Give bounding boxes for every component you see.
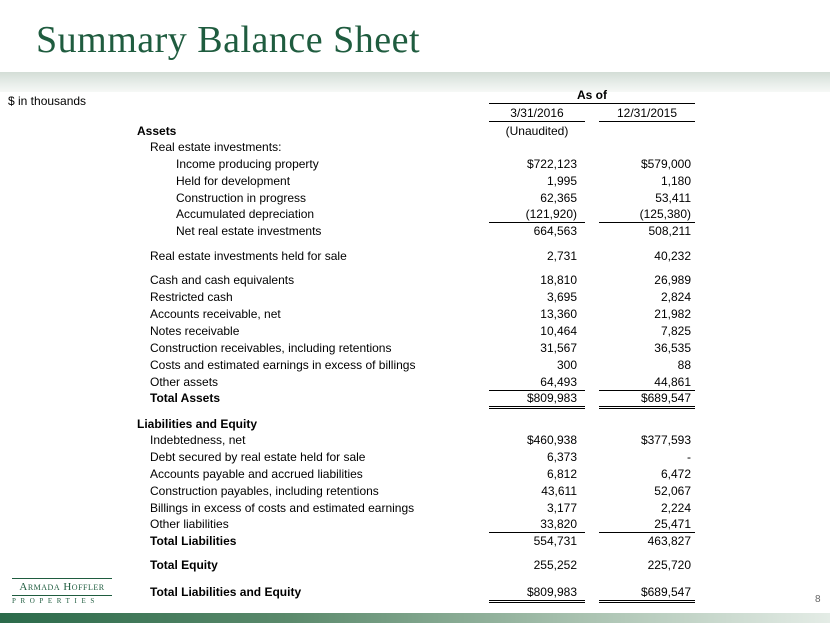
units-note: $ in thousands <box>8 94 87 108</box>
value-2016: 3,695 <box>546 290 577 304</box>
table-row <box>0 466 830 482</box>
value-2016: 3,177 <box>546 501 577 515</box>
column-header-2015: 12/31/2015 <box>599 106 695 122</box>
table-row <box>0 272 830 288</box>
section-label-assets: Assets <box>137 124 177 138</box>
value-2015: 44,861 <box>599 374 695 391</box>
value-2016: 62,365 <box>540 191 577 205</box>
row-label: Construction in progress <box>176 191 307 205</box>
row-label: Notes receivable <box>150 324 240 338</box>
row-label: Debt secured by real estate held for sale <box>150 450 366 464</box>
value-2015: 7,825 <box>660 324 691 338</box>
row-label: Income producing property <box>176 157 319 171</box>
table-row <box>0 190 830 206</box>
row-label: Billings in excess of costs and estimated earnings <box>150 501 415 515</box>
table-row <box>0 248 830 264</box>
value-2015: (125,380) <box>599 206 695 223</box>
table-row <box>0 340 830 356</box>
footer-band <box>0 613 830 623</box>
table-row <box>0 123 830 139</box>
value-2015: 1,180 <box>660 174 691 188</box>
row-label: Other liabilities <box>150 517 229 531</box>
row-label: Held for development <box>176 174 291 188</box>
value-2016: 13,360 <box>540 307 577 321</box>
table-row <box>0 416 830 432</box>
table-row <box>0 390 830 406</box>
value-2016: 664,563 <box>533 224 577 238</box>
value-2015: 88 <box>677 358 691 372</box>
value-2016: 300 <box>556 358 577 372</box>
row-label: Costs and estimated earnings in excess of billings <box>150 358 416 372</box>
value-2015: $377,593 <box>640 433 691 447</box>
table-row <box>0 533 830 549</box>
value-2016: 255,252 <box>533 558 577 572</box>
table-row <box>0 223 830 239</box>
value-2015: - <box>687 450 691 464</box>
table-row <box>0 432 830 448</box>
row-label: Construction receivables, including retentions <box>150 341 392 355</box>
value-2016: $460,938 <box>526 433 577 447</box>
logo-name: Armada Hoffler <box>12 578 112 596</box>
title-band <box>0 72 830 92</box>
company-logo <box>12 578 112 606</box>
logo-sub: PROPERTIES <box>12 597 99 605</box>
row-label: Real estate investments held for sale <box>150 249 347 263</box>
table-row <box>0 557 830 573</box>
row-label: Indebtedness, net <box>150 433 246 447</box>
value-2015: $579,000 <box>640 157 691 171</box>
row-label: Cash and cash equivalents <box>150 273 295 287</box>
table-row <box>0 483 830 499</box>
value-2015: 2,824 <box>660 290 691 304</box>
total-label: Total Liabilities and Equity <box>150 585 302 599</box>
table-row <box>0 139 830 155</box>
value-2016: $809,983 <box>489 390 585 409</box>
table-row <box>0 374 830 390</box>
as-of-header: As of <box>489 88 695 104</box>
row-label: Restricted cash <box>150 290 233 304</box>
value-2015: 508,211 <box>648 224 691 238</box>
total-label: Total Equity <box>150 558 218 572</box>
value-2015: 225,720 <box>647 558 691 572</box>
table-row <box>0 500 830 516</box>
value-2015: 21,982 <box>654 307 691 321</box>
value-2015: 40,232 <box>654 249 691 263</box>
table-row <box>0 357 830 373</box>
row-label: Other assets <box>150 375 219 389</box>
table-row <box>0 206 830 222</box>
value-2016: $809,983 <box>489 584 585 603</box>
value-2016: 6,812 <box>546 467 577 481</box>
row-label: Net real estate investments <box>176 224 322 238</box>
page-number: 8 <box>815 594 821 605</box>
table-row <box>0 323 830 339</box>
value-2015: 2,224 <box>660 501 691 515</box>
value-2016: 31,567 <box>540 341 577 355</box>
table-row <box>0 584 830 600</box>
value-2016: $722,123 <box>526 157 577 171</box>
value-2016: 64,493 <box>489 374 585 391</box>
value-2015: 6,472 <box>660 467 691 481</box>
value-2016: 2,731 <box>546 249 577 263</box>
total-label: Total Assets <box>150 391 221 405</box>
value-2016: 18,810 <box>540 273 577 287</box>
section-label-liabilities: Liabilities and Equity <box>137 417 258 431</box>
value-2015: 25,471 <box>599 516 695 533</box>
value-2015: 53,411 <box>655 191 691 205</box>
column-header-2016: 3/31/2016 <box>489 106 585 122</box>
value-2016: (121,920) <box>489 206 585 223</box>
row-label: Accounts receivable, net <box>150 307 281 321</box>
value-2016: 33,820 <box>489 516 585 533</box>
value-2016: 6,373 <box>546 450 577 464</box>
value-2015: 52,067 <box>654 484 691 498</box>
row-label: Construction payables, including retentions <box>150 484 379 498</box>
value-2015: 36,535 <box>654 341 691 355</box>
value-2015: $689,547 <box>599 584 695 603</box>
value-2015: 26,989 <box>654 273 691 287</box>
value-2016: 554,731 <box>533 534 577 548</box>
page-title: Summary Balance Sheet <box>36 19 421 61</box>
value-2015: $689,547 <box>599 390 695 409</box>
value-2016: 10,464 <box>540 324 577 338</box>
table-row <box>0 173 830 189</box>
table-row <box>0 449 830 465</box>
table-row <box>0 306 830 322</box>
row-label: Accounts payable and accrued liabilities <box>150 467 363 481</box>
table-row <box>0 516 830 532</box>
table-row <box>0 156 830 172</box>
value-2016: 43,611 <box>541 484 577 498</box>
table-row <box>0 289 830 305</box>
total-label: Total Liabilities <box>150 534 237 548</box>
value-2016: 1,995 <box>546 174 577 188</box>
row-label: Accumulated depreciation <box>176 207 315 221</box>
value-2015: 463,827 <box>647 534 691 548</box>
unaudited-note: (Unaudited) <box>505 124 569 138</box>
row-label: Real estate investments: <box>150 140 282 154</box>
